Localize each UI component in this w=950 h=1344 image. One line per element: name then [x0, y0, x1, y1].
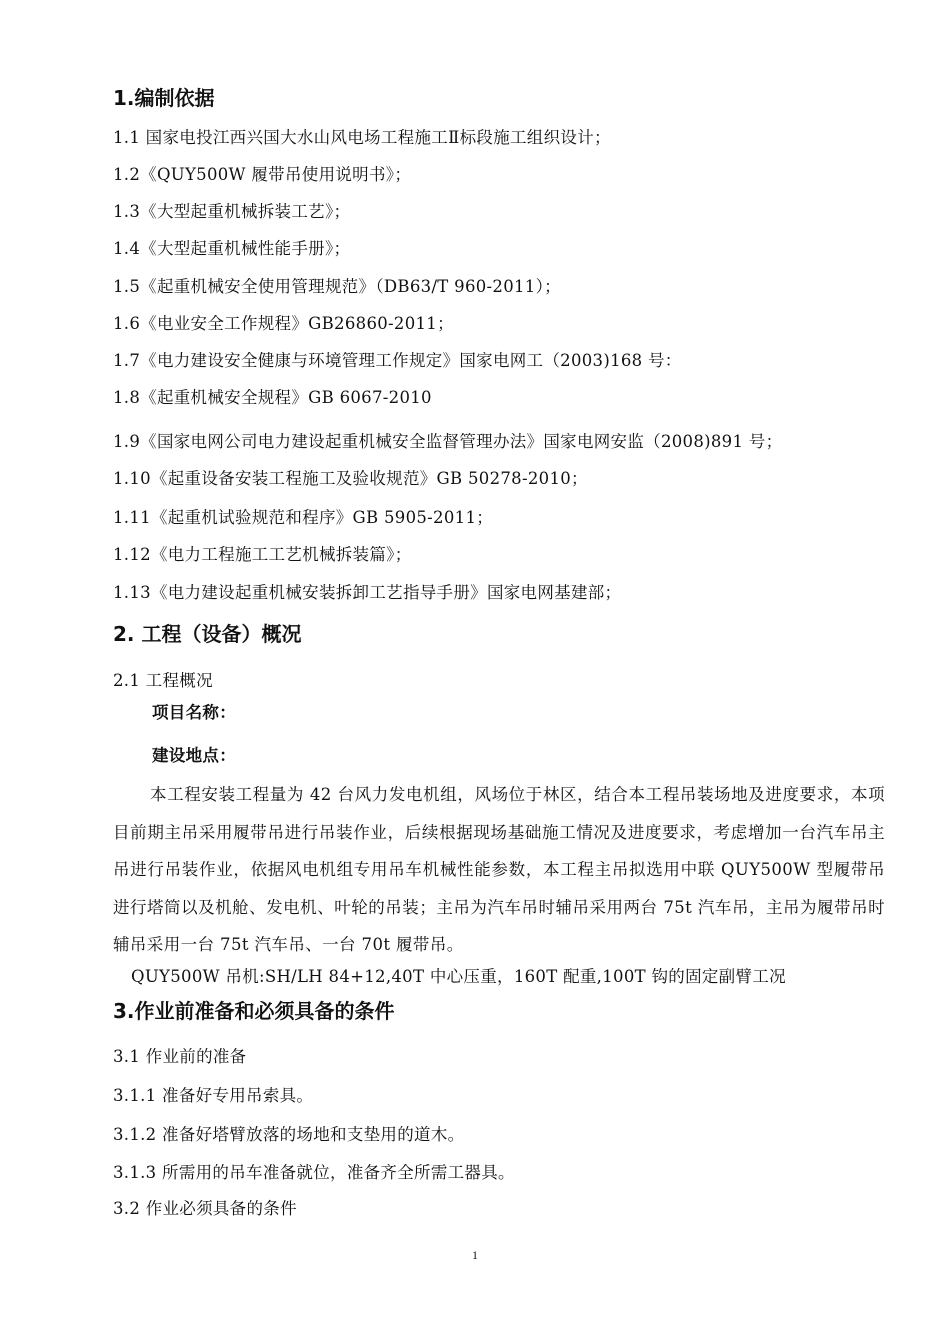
- section-3-heading: 3.作业前准备和必须具备的条件: [113, 999, 395, 1023]
- reference-item: 1.9《国家电网公司电力建设起重机械安全监督管理办法》国家电网安监（2008)891 号；: [113, 432, 783, 451]
- preparation-item: 3.1.3 所需用的吊车准备就位，准备齐全所需工器具。: [113, 1163, 515, 1182]
- reference-item: 1.10《起重设备安装工程施工及验收规范》GB 50278-2010；: [113, 469, 588, 488]
- reference-item: 1.4《大型起重机械性能手册》；: [113, 239, 351, 258]
- preparation-item: 3.1 作业前的准备: [113, 1047, 247, 1066]
- section-1-heading: 1.编制依据: [113, 86, 215, 110]
- reference-item: 1.8《起重机械安全规程》GB 6067-2010: [113, 388, 432, 407]
- project-overview-paragraph: 本工程安装工程量为 42 台风力发电机组，风场位于林区，结合本工程吊装场地及进度要求，本项目前期主吊采用履带吊进行吊装作业，后续根据现场基础施工情况及进度要求，考虑增加一台汽车吊主吊进行吊装作业，依据风电机组专用吊车机械性能参数，本工程主吊拟选用中联 QUY500W 型履带吊进行塔筒以及机舱、发电机、叶轮的吊装；主吊为汽车吊时辅吊采用两台 75t 汽车吊，主吊为履带吊时辅吊采用一台 75t 汽车吊、一台 70t 履带吊。: [113, 785, 885, 954]
- reference-item: 1.2《QUY500W 履带吊使用说明书》；: [113, 165, 412, 184]
- reference-item: 1.3《大型起重机械拆装工艺》；: [113, 202, 351, 221]
- reference-item: 1.6《电业安全工作规程》GB26860-2011；: [113, 314, 454, 333]
- reference-item: 1.13《电力建设起重机械安装拆卸工艺指导手册》国家电网基建部；: [113, 583, 622, 602]
- reference-item: 1.5《起重机械安全使用管理规范》（DB63/T 960-2011）；: [113, 277, 561, 296]
- preparation-item: 3.1.2 准备好塔臂放落的场地和支垫用的道木。: [113, 1125, 465, 1144]
- preparation-item: 3.1.1 准备好专用吊索具。: [113, 1086, 314, 1105]
- project-name-label: 项目名称：: [152, 703, 236, 722]
- crane-config-line: QUY500W 吊机:SH/LH 84+12,40T 中心压重，160T 配重,100T 钩的固定副臂工况: [131, 967, 786, 986]
- reference-item: 1.7《电力建设安全健康与环境管理工作规定》国家电网工（2003)168 号：: [113, 351, 682, 370]
- reference-item: 1.1 国家电投江西兴国大水山风电场工程施工Ⅱ标段施工组织设计；: [113, 128, 611, 147]
- subsection-title: 2.1 工程概况: [113, 671, 213, 690]
- page-number: 1: [472, 1248, 478, 1262]
- reference-item: 1.11《起重机试验规范和程序》GB 5905-2011；: [113, 508, 494, 527]
- section-2-heading: 2. 工程（设备）概况: [113, 622, 302, 646]
- site-label: 建设地点：: [152, 746, 236, 765]
- preparation-item: 3.2 作业必须具备的条件: [113, 1199, 297, 1218]
- reference-item: 1.12《电力工程施工工艺机械拆装篇》；: [113, 545, 412, 564]
